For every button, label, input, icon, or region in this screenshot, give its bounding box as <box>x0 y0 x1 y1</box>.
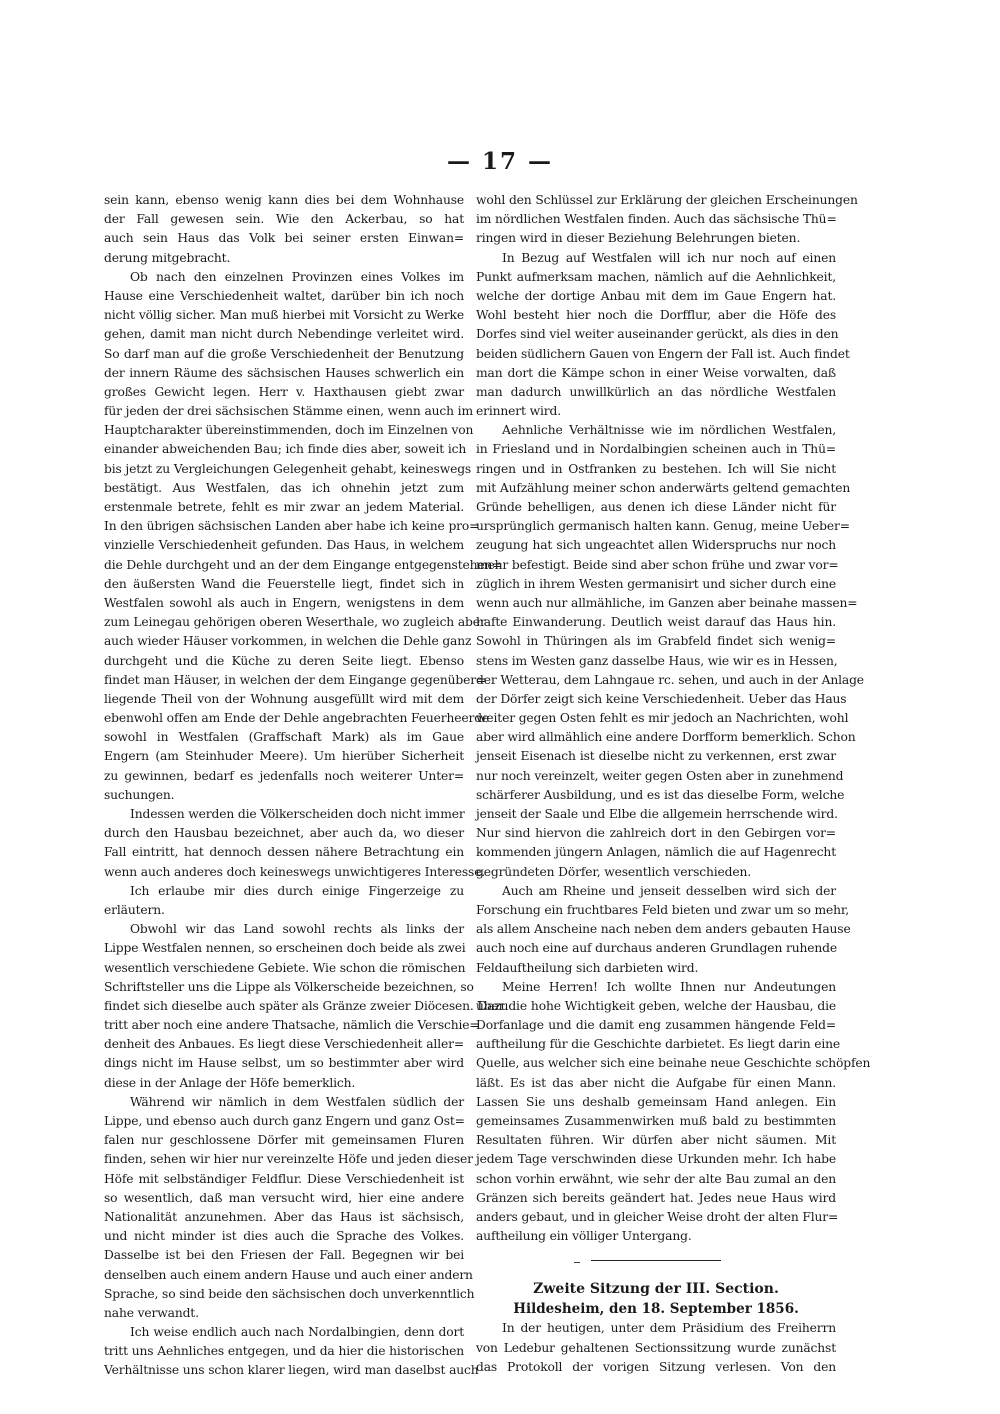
text-line: nur noch vereinzelt, weiter gegen Osten aber in zunehmend <box>476 768 844 783</box>
section-subheading: Hildesheim, den 18. September 1856. <box>513 1301 799 1318</box>
text-line: diese in der Anlage der Höfe bemerklich. <box>104 1075 356 1090</box>
text-line: nahe verwandt. <box>104 1305 199 1320</box>
text-line: sowohl in Westfalen (Graffschaft Mark) als im Gaue <box>104 730 464 745</box>
text-line: jenseit Eisenach ist dieselbe nicht zu verkennen, erst zwar <box>476 749 836 764</box>
text-line: tritt uns Aehnliches entgegen, und da hier die historischen <box>104 1344 464 1359</box>
text-line: Meine Herren! Ich wollte Ihnen nur Andeutungen <box>502 979 836 994</box>
text-line: auch sein Haus das Volk bei seiner ersten Einwan= <box>104 231 464 246</box>
text-line: Ob nach den einzelnen Provinzen eines Volkes im <box>130 269 464 284</box>
text-line: auftheilung für die Geschichte darbietet. Es liegt darin eine <box>476 1037 841 1052</box>
text-line: Während wir nämlich in dem Westfalen südlich der <box>130 1094 464 1109</box>
text-line: wenn auch anderes doch keineswegs unwichtigeres Interesse. <box>104 864 486 879</box>
text-line: stens im Westen ganz dasselbe Haus, wie wir es in Hessen, <box>476 653 838 668</box>
section-heading: Zweite Sitzung der III. Section. <box>533 1281 779 1298</box>
text-line: Ich weise endlich auch nach Nordalbingien, denn dort <box>130 1325 464 1340</box>
text-line: Dasselbe ist bei den Friesen der Fall. Begegnen wir bei <box>104 1248 464 1263</box>
text-line: Forschung ein fruchtbares Feld bieten und zwar um so mehr, <box>476 902 850 917</box>
text-line: Lippe, und ebenso auch durch ganz Engern und ganz Ost= <box>104 1114 465 1128</box>
text-line: gehen, damit man nicht durch Nebendinge verleitet wird. <box>104 327 464 342</box>
text-line: falen nur geschlossene Dörfer mit gemeinsamen Fluren <box>104 1133 464 1148</box>
text-line: Lippe Westfalen nennen, so erscheinen doch beide als zwei <box>104 941 466 956</box>
text-line: einander abweichenden Bau; ich finde dies aber, soweit ich <box>104 442 467 457</box>
text-line: sein kann, ebenso wenig kann dies bei dem Wohnhause <box>104 193 464 207</box>
text-line: jenseit der Saale und Elbe die allgemein herrschende wird. <box>476 807 838 821</box>
text-line: schon vorhin erwähnt, wie sehr der alte Bau zumal an den <box>476 1171 836 1186</box>
text-line: ursprünglich germanisch halten kann. Genug, meine Ueber= <box>476 519 850 534</box>
section-divider <box>591 1260 721 1261</box>
text-line: ringen und in Ostfranken zu bestehen. Ich will Sie nicht <box>476 461 836 476</box>
text-line: Hauptcharakter übereinstimmenden, doch im Einzelnen von <box>104 423 474 438</box>
text-line: das Protokoll der vorigen Sitzung verlesen. Von den <box>476 1359 836 1374</box>
footer-mark <box>574 1262 580 1263</box>
text-line: man dadurch unwillkürlich an das nördliche Westfalen <box>476 384 836 399</box>
text-line: Feldauftheilung sich darbieten wird. <box>476 960 699 975</box>
text-line: Nationalität anzunehmen. Aber das Haus ist sächsisch, <box>104 1209 464 1224</box>
text-line: Resultaten führen. Wir dürfen aber nicht säumen. Mit <box>476 1133 836 1148</box>
text-line: durch den Hausbau bezeichnet, aber auch da, wo dieser <box>104 826 464 841</box>
text-line: ringen wird in dieser Beziehung Belehrungen bieten. <box>476 231 801 246</box>
left-column <box>104 191 509 1381</box>
text-line: derung mitgebracht. <box>104 250 231 265</box>
text-line: Lassen Sie uns deshalb gemeinsam Hand anlegen. Ein <box>476 1094 836 1109</box>
text-line: Dorfes sind viel weiter auseinander gerückt, als dies in den <box>476 327 839 342</box>
text-line: bis jetzt zu Vergleichungen Gelegenheit gehabt, keineswegs <box>104 461 472 476</box>
text-line: Nur sind hiervon die zahlreich dort in den Gebirgen vor= <box>476 826 836 841</box>
text-line: Punkt aufmerksam machen, nämlich auf die Aehnlichkeit, <box>476 269 836 284</box>
text-line: zum Leinegau gehörigen oberen Weserthale, wo zugleich aber <box>104 615 486 630</box>
text-line: mit Aufzählung meiner schon anderwärts geltend gemachten <box>476 480 851 495</box>
text-line: wesentlich verschiedene Gebiete. Wie schon die römischen <box>104 960 466 975</box>
text-line: In den übrigen sächsischen Landen aber habe ich keine pro= <box>104 519 480 534</box>
text-line: den äußersten Wand die Feuerstelle liegt, findet sich in <box>104 576 464 591</box>
text-line: züglich in ihrem Westen germanisirt und sicher durch eine <box>476 576 836 591</box>
section-body-text <box>476 1319 836 1377</box>
text-line: Sprache, so sind beide den sächsischen doch unverkenntlich <box>104 1286 475 1301</box>
text-line: findet man Häuser, in welchen der dem Eingange gegenüber= <box>104 672 487 687</box>
text-line: Sowohl in Thüringen als im Grabfeld findet sich wenig= <box>476 634 836 649</box>
text-line: beiden südlichern Gauen von Engern der Fall ist. Auch findet <box>476 346 850 361</box>
text-line: von Ledebur gehaltenen Sectionssitzung wurde zunächst <box>476 1340 836 1355</box>
text-line: ebenwohl offen am Ende der Dehle angebrachten Feuerheerde <box>104 711 490 726</box>
text-line: der Fall gewesen sein. Wie den Ackerbau, so hat <box>104 212 464 227</box>
text-line: Schriftsteller uns die Lippe als Völkerscheide bezeichnen, so <box>104 979 474 994</box>
text-line: suchungen. <box>104 787 175 802</box>
text-line: gegründeten Dörfer, wesentlich verschieden. <box>476 864 752 879</box>
text-line: erinnert wird. <box>476 404 561 419</box>
text-line: In Bezug auf Westfalen will ich nur noch auf einen <box>502 250 836 265</box>
text-line: der Dörfer zeigt sich keine Verschiedenheit. Ueber das Haus <box>476 691 847 706</box>
text-line: bestätigt. Aus Westfalen, das ich ohnehin jetzt zum <box>104 480 464 495</box>
text-line: auftheilung ein völliger Untergang. <box>476 1229 692 1244</box>
text-line: So darf man auf die große Verschiedenheit der Benutzung <box>104 346 464 361</box>
text-line: Wohl besteht hier noch die Dorfflur, aber die Höfe des <box>476 308 836 323</box>
text-line: schärferer Ausbildung, und es ist das dieselbe Form, welche <box>476 787 845 802</box>
text-line: erstenmale betrete, fehlt es mir zwar an jedem Material. <box>104 500 464 514</box>
text-line: erläutern. <box>104 902 165 917</box>
text-line: so wesentlich, daß man versucht wird, hier eine andere <box>104 1190 464 1205</box>
text-line: auch wieder Häuser vorkommen, in welchen die Dehle ganz <box>104 634 472 649</box>
right-column-text <box>476 191 871 1246</box>
text-line: Auch am Rheine und jenseit desselben wird sich der <box>502 883 836 898</box>
text-line: Dorfanlage und die damit eng zusammen hängende Feld= <box>476 1018 836 1033</box>
text-line: Obwohl wir das Land sowohl rechts als links der <box>130 922 464 937</box>
right-column <box>476 191 871 1377</box>
text-line: Höfe mit selbständiger Feldflur. Diese Verschiedenheit ist <box>104 1171 464 1186</box>
text-line: Engern (am Steinhuder Meere). Um hierüber Sicherheit <box>104 749 464 764</box>
text-line: der innern Räume des sächsischen Hauses schwerlich ein <box>104 365 464 380</box>
text-line: Indessen werden die Völkerscheiden doch nicht immer <box>130 807 465 821</box>
text-line: wenn auch nur allmähliche, im Ganzen aber beinahe massen= <box>476 595 858 610</box>
text-line: mehr befestigt. Beide sind aber schon frühe und zwar vor= <box>476 557 839 572</box>
text-line: zeugung hat sich ungeachtet allen Widerspruchs nur noch <box>476 538 836 553</box>
text-line: kommenden jüngern Anlagen, nämlich die auf Hagenrecht <box>476 845 836 860</box>
text-line: die Dehle durchgeht und an der dem Eingange entgegenstehen= <box>104 557 503 572</box>
page-number: — 17 — <box>446 148 554 175</box>
text-line: in Friesland und in Nordalbingien scheinen auch in Thü= <box>476 442 836 457</box>
text-line: weiter gegen Osten fehlt es mir jedoch an Nachrichten, wohl <box>476 711 849 726</box>
text-line: nicht völlig sicher. Man muß hierbei mit Vorsicht zu Werke <box>104 308 464 323</box>
text-line: wohl den Schlüssel zur Erklärung der gleichen Erscheinungen <box>476 193 858 207</box>
text-line: jedem Tage verschwinden diese Urkunden mehr. Ich habe <box>476 1152 836 1167</box>
text-line: Aehnliche Verhältnisse wie im nördlichen Westfalen, <box>502 423 836 438</box>
text-line: man dort die Kämpe schon in einer Weise vorwalten, daß <box>476 365 836 380</box>
text-line: In der heutigen, unter dem Präsidium des Freiherrn <box>502 1321 836 1336</box>
text-line: Gränzen sich bereits geändert hat. Jedes neue Haus wird <box>476 1190 836 1205</box>
text-line: tritt aber noch eine andere Thatsache, nämlich die Verschie= <box>104 1018 480 1033</box>
text-line: auch noch eine auf durchaus anderen Grundlagen ruhende <box>476 941 837 956</box>
text-line: zu gewinnen, bedarf es jedenfalls noch weiterer Unter= <box>104 768 464 783</box>
text-line: gemeinsames Zusammenwirken muß bald zu bestimmten <box>476 1114 836 1128</box>
text-line: anders gebaut, und in gleicher Weise droht der alten Flur= <box>476 1209 839 1224</box>
text-line: dings nicht im Hause selbst, um so bestimmter aber wird <box>104 1056 464 1071</box>
text-line: aber wird allmählich eine andere Dorfform bemerklich. Schon <box>476 730 856 745</box>
text-line: finden, sehen wir hier nur vereinzelte Höfe und jeden dieser <box>104 1152 473 1167</box>
text-line: für jeden der drei sächsischen Stämme einen, wenn auch im <box>104 404 473 419</box>
text-line: Westfalen sowohl als auch in Engern, wenigstens in dem <box>104 595 464 610</box>
text-line: denselben auch einem andern Hause und auch einer andern <box>104 1267 473 1282</box>
text-line: großes Gewicht legen. Herr v. Haxthausen giebt zwar <box>104 384 464 399</box>
text-line: liegende Theil von der Wohnung ausgefüllt wird mit dem <box>104 691 464 706</box>
text-line: denheit des Anbaues. Es liegt diese Verschiedenheit aller= <box>104 1037 464 1052</box>
text-line: und nicht minder ist dies auch die Sprache des Volkes. <box>104 1229 464 1244</box>
text-line: durchgeht und die Küche zu deren Seite liegt. Ebenso <box>104 653 464 668</box>
text-line: vinzielle Verschiedenheit gefunden. Das Haus, in welchem <box>104 538 464 553</box>
text-line: über die hohe Wichtigkeit geben, welche der Hausbau, die <box>476 998 836 1013</box>
text-line: Ich erlaube mir dies durch einige Fingerzeige zu <box>130 883 464 898</box>
text-line: im nördlichen Westfalen finden. Auch das sächsische Thü= <box>476 212 837 227</box>
text-line: welche der dortige Anbau mit dem im Gaue Engern hat. <box>476 288 836 303</box>
text-line: Quelle, aus welcher sich eine beinahe neue Geschichte schöpfen <box>476 1056 871 1071</box>
text-line: als allem Anscheine nach neben dem anders gebauten Hause <box>476 922 851 937</box>
text-line: Fall eintritt, hat dennoch dessen nähere Betrachtung ein <box>104 845 464 860</box>
text-line: der Wetterau, dem Lahngaue rc. sehen, und auch in der Anlage <box>476 672 864 687</box>
text-line: Hause eine Verschiedenheit waltet, darüber bin ich noch <box>104 288 464 303</box>
text-line: Gründe behelligen, aus denen ich diese Länder nicht für <box>476 500 836 514</box>
text-line: läßt. Es ist das aber nicht die Aufgabe für einen Mann. <box>476 1075 836 1090</box>
text-line: findet sich dieselbe auch später als Gränze zweier Diöcesen. Dazu <box>104 998 509 1013</box>
text-line: hafte Einwanderung. Deutlich weist darauf das Haus hin. <box>476 615 836 630</box>
text-line: Verhältnisse uns schon klarer liegen, wird man daselbst auch <box>104 1363 479 1378</box>
